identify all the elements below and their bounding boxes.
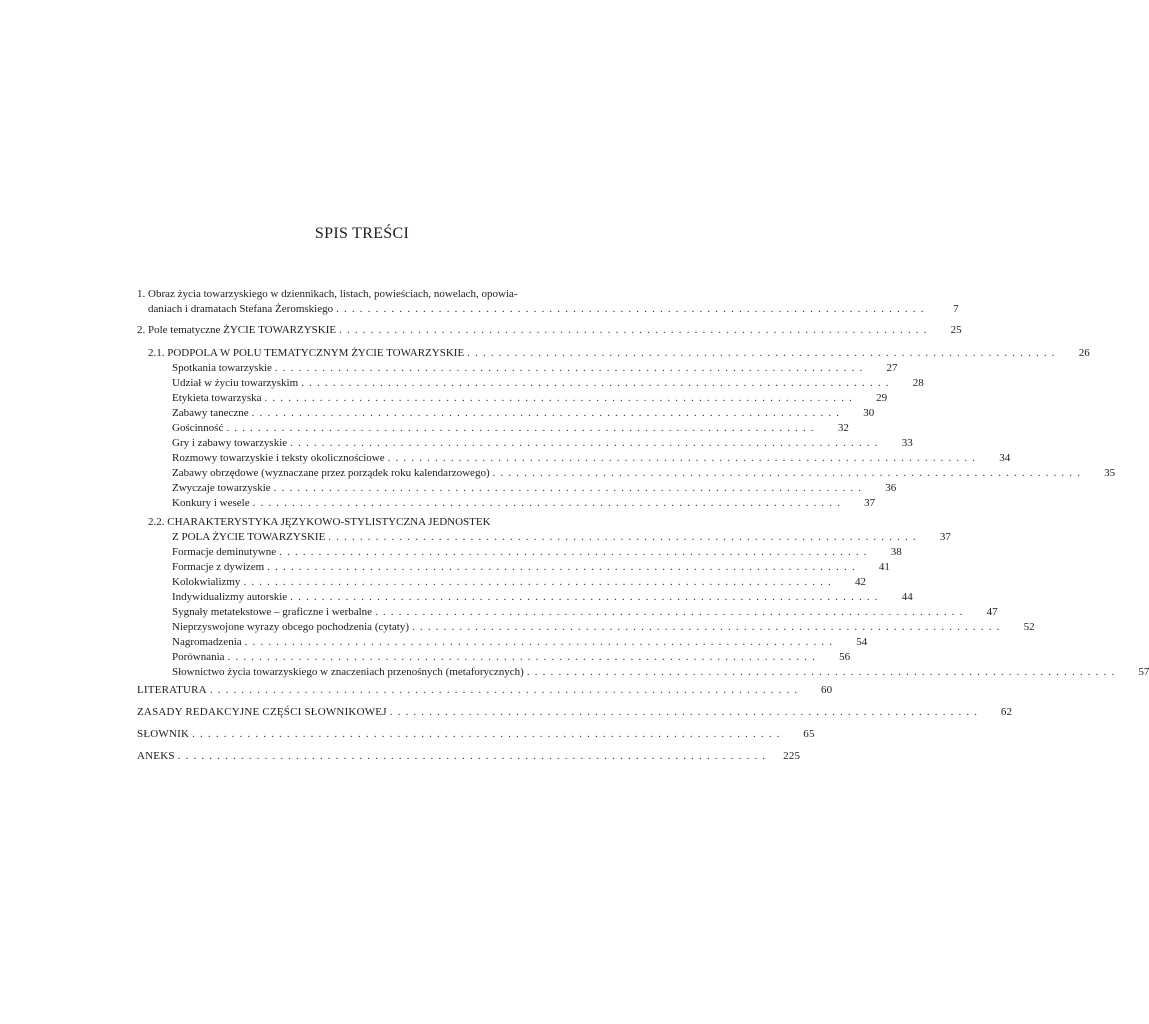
toc-entry-page: 33 <box>901 437 913 449</box>
toc-entry[interactable] <box>137 727 815 742</box>
toc-entry-text: Formacje deminutywne <box>172 546 277 558</box>
toc-entry-page: 44 <box>901 591 913 603</box>
toc-entry-text: Słownictwo życia towarzyskiego w znaczeniach przenośnych (metaforycznych) <box>172 666 524 678</box>
toc-entry-page: 35 <box>1104 467 1116 479</box>
toc-entry[interactable] <box>172 620 1035 635</box>
toc-entry-text: 2.1. PODPOLA W POLU TEMATYCZNYM ŻYCIE TOWARZYSKIE <box>148 347 465 359</box>
toc-entry-text: Kolokwializmy <box>172 576 241 588</box>
toc-entry-text: LITERATURA <box>137 684 207 696</box>
toc-entry-text: 1. Obraz życia towarzyskiego w dziennikach, listach, powieściach, nowelach, opowia- <box>137 288 518 300</box>
toc-entry-text: Nieprzyswojone wyrazy obcego pochodzenia (cytaty) <box>172 621 410 633</box>
toc-entry-text: 2.2. CHARAKTERYSTYKA JĘZYKOWO-STYLISTYCZNA JEDNOSTEK <box>148 516 491 528</box>
toc-entry-text: Nagromadzenia <box>172 636 242 648</box>
toc-entry-page: 47 <box>986 606 998 618</box>
dot-leader: . . . . . . . . . . . . . . . . . . . . . . . . . . . . . . . . . . . . . . . . . . . . . . . . . . . . . . . . . . . . . . . . . . . . . . . . . . . <box>412 621 1001 633</box>
dot-leader: . . . . . . . . . . . . . . . . . . . . . . . . . . . . . . . . . . . . . . . . . . . . . . . . . . . . . . . . . . . . . . . . . . . . . . . . . . . <box>290 591 879 603</box>
toc-entry-page: 7 <box>953 303 959 315</box>
toc-entry-page: 25 <box>950 324 962 336</box>
toc-entry-text: daniach i dramatach Stefana Żeromskiego <box>148 303 334 315</box>
toc-entry[interactable] <box>172 406 875 421</box>
toc-entry-text: Formacje z dywizem <box>172 561 265 573</box>
dot-leader: . . . . . . . . . . . . . . . . . . . . . . . . . . . . . . . . . . . . . . . . . . . . . . . . . . . . . . . . . . . . . . . . . . . . . . . . . . . <box>389 706 979 718</box>
toc-entry-page: 54 <box>856 636 868 648</box>
toc-entry[interactable] <box>148 302 959 317</box>
toc-entry-page: 65 <box>803 728 815 740</box>
page-title: SPIS TREŚCI <box>314 225 410 242</box>
toc-entry-text: Zabawy taneczne <box>172 407 249 419</box>
toc-entry-page: 26 <box>1078 347 1090 359</box>
dot-leader: . . . . . . . . . . . . . . . . . . . . . . . . . . . . . . . . . . . . . . . . . . . . . . . . . . . . . . . . . . . . . . . . . . . . . . . . . . . <box>339 324 928 336</box>
toc-entry-text: Indywidualizmy autorskie <box>172 591 288 603</box>
toc-entry-text: ANEKS <box>137 750 175 762</box>
toc-entry[interactable] <box>172 376 924 391</box>
toc-entry-page: 52 <box>1023 621 1035 633</box>
dot-leader: . . . . . . . . . . . . . . . . . . . . . . . . . . . . . . . . . . . . . . . . . . . . . . . . . . . . . . . . . . . . . . . . . . . . . . . . . . . <box>387 452 977 464</box>
toc-entry[interactable] <box>172 560 890 575</box>
toc-entry[interactable] <box>137 683 833 698</box>
toc-entry-text: Rozmowy towarzyskie i teksty okolicznościowe <box>172 452 385 464</box>
toc-entry-text: SŁOWNIK <box>137 728 190 740</box>
toc-entry-text: Gościnność <box>172 422 224 434</box>
toc-entry-text: Udział w życiu towarzyskim <box>172 377 299 389</box>
dot-leader: . . . . . . . . . . . . . . . . . . . . . . . . . . . . . . . . . . . . . . . . . . . . . . . . . . . . . . . . . . . . . . . . . . . . . . . . . . . <box>279 546 868 558</box>
dot-leader: . . . . . . . . . . . . . . . . . . . . . . . . . . . . . . . . . . . . . . . . . . . . . . . . . . . . . . . . . . . . . . . . . . . . . . . . . . . <box>177 750 767 762</box>
dot-leader: . . . . . . . . . . . . . . . . . . . . . . . . . . . . . . . . . . . . . . . . . . . . . . . . . . . . . . . . . . . . . . . . . . . . . . . . . . . <box>251 407 841 419</box>
toc-entry[interactable] <box>172 635 868 650</box>
dot-leader: . . . . . . . . . . . . . . . . . . . . . . . . . . . . . . . . . . . . . . . . . . . . . . . . . . . . . . . . . . . . . . . . . . . . . . . . . . . <box>252 497 842 509</box>
toc-entry[interactable] <box>137 287 586 302</box>
toc-entry-text: ZASADY REDAKCYJNE CZĘŚCI SŁOWNIKOWEJ <box>137 706 387 718</box>
dot-leader: . . . . . . . . . . . . . . . . . . . . . . . . . . . . . . . . . . . . . . . . . . . . . . . . . . . . . . . . . . . . . . . . . . . . . . . . . . . <box>290 437 879 449</box>
dot-leader: . . . . . . . . . . . . . . . . . . . . . . . . . . . . . . . . . . . . . . . . . . . . . . . . . . . . . . . . . . . . . . . . . . . . . . . . . . . <box>227 651 817 663</box>
toc-entry[interactable] <box>172 466 1116 481</box>
dot-leader: . . . . . . . . . . . . . . . . . . . . . . . . . . . . . . . . . . . . . . . . . . . . . . . . . . . . . . . . . . . . . . . . . . . . . . . . . . . <box>336 303 925 315</box>
toc-entry-text: Etykieta towarzyska <box>172 392 262 404</box>
toc-entry[interactable] <box>172 481 897 496</box>
toc-entry-text: Konkury i wesele <box>172 497 250 509</box>
toc-entry[interactable] <box>172 605 998 620</box>
toc-entry[interactable] <box>172 665 1149 680</box>
dot-leader: . . . . . . . . . . . . . . . . . . . . . . . . . . . . . . . . . . . . . . . . . . . . . . . . . . . . . . . . . . . . . . . . . . . . . . . . . . . <box>467 347 1056 359</box>
toc-entry-text: Porównania <box>172 651 225 663</box>
toc-entry-text: Zwyczaje towarzyskie <box>172 482 271 494</box>
dot-leader: . . . . . . . . . . . . . . . . . . . . . . . . . . . . . . . . . . . . . . . . . . . . . . . . . . . . . . . . . . . . . . . . . . . . . . . . . . . <box>244 636 834 648</box>
toc-entry[interactable] <box>137 705 1013 720</box>
dot-leader: . . . . . . . . . . . . . . . . . . . . . . . . . . . . . . . . . . . . . . . . . . . . . . . . . . . . . . . . . . . . . . . . . . . . . . . . . . . <box>375 606 964 618</box>
dot-leader: . . . . . . . . . . . . . . . . . . . . . . . . . . . . . . . . . . . . . . . . . . . . . . . . . . . . . . . . . . . . . . . . . . . . . . . . . . . <box>273 482 863 494</box>
toc-entry[interactable] <box>148 515 586 530</box>
toc-entry-page: 225 <box>783 750 801 762</box>
toc-entry[interactable] <box>148 346 1090 361</box>
toc-entry-page: 36 <box>885 482 897 494</box>
toc-entry-text: Spotkania towarzyskie <box>172 362 272 374</box>
dot-leader: . . . . . . . . . . . . . . . . . . . . . . . . . . . . . . . . . . . . . . . . . . . . . . . . . . . . . . . . . . . . . . . . . . . . . . . . . . . <box>192 728 781 740</box>
toc-entry[interactable] <box>137 749 801 764</box>
toc-entry-page: 62 <box>1000 706 1013 718</box>
toc-entry[interactable] <box>172 451 1011 466</box>
toc-entry-text: Z POLA ŻYCIE TOWARZYSKIE <box>172 531 326 543</box>
toc-entry[interactable] <box>137 323 962 338</box>
toc-entry-page: 56 <box>839 651 851 663</box>
toc-entry-page: 34 <box>999 452 1011 464</box>
dot-leader: . . . . . . . . . . . . . . . . . . . . . . . . . . . . . . . . . . . . . . . . . . . . . . . . . . . . . . . . . . . . . . . . . . . . . . . . . . . <box>243 576 832 588</box>
dot-leader: . . . . . . . . . . . . . . . . . . . . . . . . . . . . . . . . . . . . . . . . . . . . . . . . . . . . . . . . . . . . . . . . . . . . . . . . . . . <box>264 392 854 404</box>
toc-entry-text: 2. Pole tematyczne ŻYCIE TOWARZYSKIE <box>137 324 337 336</box>
toc-entry-page: 27 <box>886 362 898 374</box>
toc-entry-page: 38 <box>890 546 902 558</box>
toc-entry-text: Gry i zabawy towarzyskie <box>172 437 288 449</box>
toc-entry[interactable] <box>172 421 849 436</box>
toc-entry-text: Zabawy obrzędowe (wyznaczane przez porządek roku kalendarzowego) <box>172 467 490 479</box>
toc-entry[interactable] <box>172 496 876 511</box>
toc-entry[interactable] <box>172 391 888 406</box>
toc-entry-page: 37 <box>864 497 876 509</box>
dot-leader: . . . . . . . . . . . . . . . . . . . . . . . . . . . . . . . . . . . . . . . . . . . . . . . . . . . . . . . . . . . . . . . . . . . . . . . . . . . <box>328 531 917 543</box>
dot-leader: . . . . . . . . . . . . . . . . . . . . . . . . . . . . . . . . . . . . . . . . . . . . . . . . . . . . . . . . . . . . . . . . . . . . . . . . . . . <box>209 684 799 696</box>
toc-entry-page: 37 <box>939 531 951 543</box>
dot-leader: . . . . . . . . . . . . . . . . . . . . . . . . . . . . . . . . . . . . . . . . . . . . . . . . . . . . . . . . . . . . . . . . . . . . . . . . . . . <box>267 561 856 573</box>
toc-entry-page: 60 <box>820 684 833 696</box>
dot-leader: . . . . . . . . . . . . . . . . . . . . . . . . . . . . . . . . . . . . . . . . . . . . . . . . . . . . . . . . . . . . . . . . . . . . . . . . . . . <box>526 666 1116 678</box>
toc-entry-text: Sygnały metatekstowe – graficzne i werbalne <box>172 606 373 618</box>
toc-entry-page: 42 <box>855 576 866 588</box>
toc-entry[interactable] <box>172 575 866 590</box>
toc-entry[interactable] <box>172 436 913 451</box>
dot-leader: . . . . . . . . . . . . . . . . . . . . . . . . . . . . . . . . . . . . . . . . . . . . . . . . . . . . . . . . . . . . . . . . . . . . . . . . . . . <box>274 362 864 374</box>
dot-leader: . . . . . . . . . . . . . . . . . . . . . . . . . . . . . . . . . . . . . . . . . . . . . . . . . . . . . . . . . . . . . . . . . . . . . . . . . . . <box>492 467 1082 479</box>
toc-entry-page: 32 <box>837 422 849 434</box>
toc-entry-page: 41 <box>878 561 890 573</box>
toc-entry[interactable] <box>172 590 913 605</box>
toc-entry[interactable] <box>172 530 951 545</box>
toc-entry-page: 30 <box>863 407 875 419</box>
toc-entry[interactable] <box>172 361 898 376</box>
dot-leader: . . . . . . . . . . . . . . . . . . . . . . . . . . . . . . . . . . . . . . . . . . . . . . . . . . . . . . . . . . . . . . . . . . . . . . . . . . . <box>301 377 890 389</box>
toc-entry[interactable] <box>172 650 851 665</box>
dot-leader: . . . . . . . . . . . . . . . . . . . . . . . . . . . . . . . . . . . . . . . . . . . . . . . . . . . . . . . . . . . . . . . . . . . . . . . . . . . <box>226 422 815 434</box>
toc-entry-page: 29 <box>876 392 888 404</box>
toc-entry-page: 57 <box>1138 666 1149 678</box>
toc-entry-page: 28 <box>912 377 924 389</box>
toc-entry[interactable] <box>172 545 902 560</box>
